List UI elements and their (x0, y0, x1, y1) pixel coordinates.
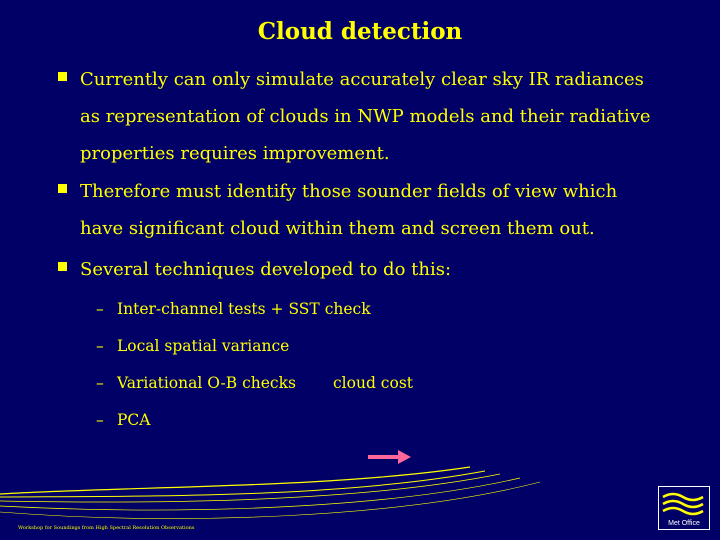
waves-icon (659, 489, 709, 519)
bullet-marker (58, 262, 67, 271)
sub-item-dash: – (96, 374, 104, 392)
logo-text: Met Office (668, 520, 700, 527)
sub-item-dash: – (96, 300, 104, 318)
sub-item-3: Variational O-B checks (117, 374, 296, 392)
bullet-marker (58, 72, 67, 81)
bullet-1-text: Currently can only simulate accurately clear sky IR radiances as representation of clouds in NWP models and their radiative properties requires improvement. (80, 69, 651, 164)
sub-item-dash: – (96, 411, 104, 429)
footer-text: Workshop for Soundings from High Spectral Resolution Observations (18, 525, 195, 531)
cloud-cost-label: cloud cost (333, 374, 413, 392)
slide-title: Cloud detection (257, 18, 463, 45)
bullet-2-text: Therefore must identify those sounder fields of view which have significant cloud within them and screen them out. (80, 181, 618, 239)
met-office-logo (658, 486, 710, 530)
sub-item-4: PCA (117, 411, 151, 429)
sub-item-1: Inter-channel tests + SST check (117, 300, 371, 318)
bullet-marker (58, 184, 67, 193)
sub-item-dash: – (96, 337, 104, 355)
bullet-3-text: Several techniques developed to do this: (80, 259, 452, 280)
sub-item-2: Local spatial variance (117, 337, 290, 355)
